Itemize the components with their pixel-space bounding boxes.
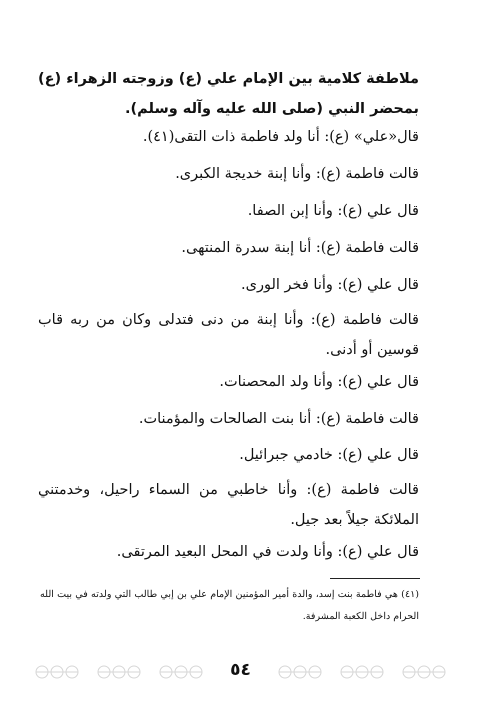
page-number	[0, 660, 481, 680]
paragraph-1: قال«علي» (ع): أنا ولد فاطمة ذات التقى(٤١).	[142, 129, 419, 145]
paragraph-6: قالت فاطمة (ع): وأنا إبنة من دنى فتدلى وكان من ربه قاب قوسين أو أدنى.	[38, 312, 419, 358]
footnote: (٤١) هي فاطمة بنت إسد، والدة أمير المؤمنين الإمام علي بن إبي طالب التي ولدته في بيت الله الحرام داخل الكعبة المشرفة.	[40, 589, 419, 622]
page-number-label: ٥٤	[222, 660, 259, 680]
paragraph-11: قال علي (ع): وأنا ولدت في المحل البعيد المرتقى.	[116, 544, 419, 560]
footnote-divider	[330, 578, 420, 579]
section-heading: ملاطفة كلامية بين الإمام علي (ع) وزوجته الزهراء (ع) بمحضر النبي (صلى الله عليه وآله وسلم).	[38, 71, 419, 117]
paragraph-8: قالت فاطمة (ع): أنا بنت الصالحات والمؤمنات.	[138, 411, 419, 427]
paragraph-4: قالت فاطمة (ع): أنا إبنة سدرة المنتهى.	[181, 240, 419, 256]
paragraph-7: قال علي (ع): وأنا ولد المحصنات.	[219, 374, 419, 390]
paragraph-5: قال علي (ع): وأنا فخر الورى.	[241, 277, 419, 293]
paragraph-10: قالت فاطمة (ع): وأنا خاطبي من السماء راحيل، وخدمتني الملائكة جيلاً بعد جيل.	[38, 482, 419, 528]
paragraph-3: قال علي (ع): وأنا إبن الصفا.	[247, 203, 419, 219]
paragraph-2: قالت فاطمة (ع): وأنا إبنة خديجة الكبرى.	[175, 166, 419, 182]
paragraph-9: قال علي (ع): خادمي جبرائيل.	[239, 447, 419, 463]
